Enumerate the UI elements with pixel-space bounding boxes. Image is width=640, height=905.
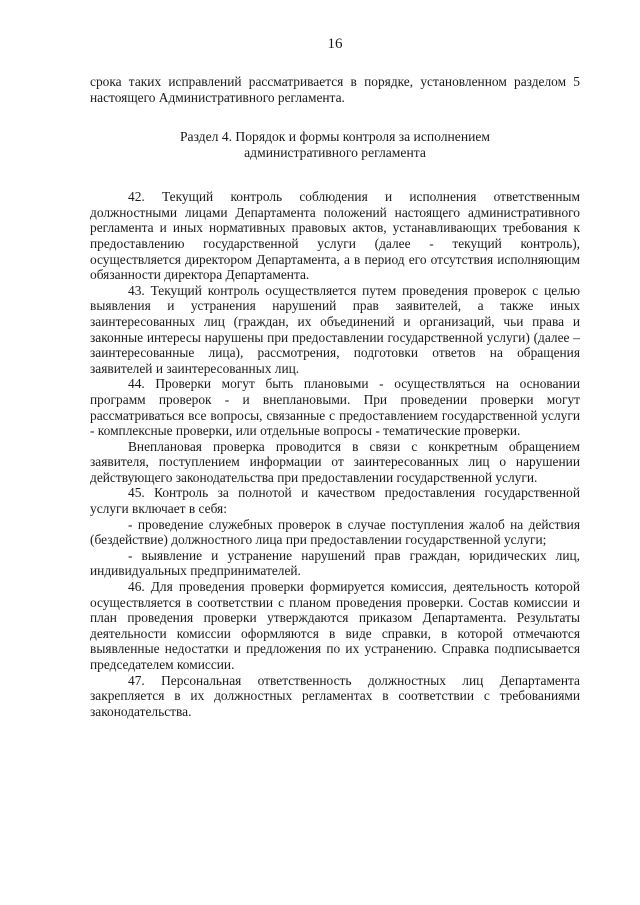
list-item-violations: - выявление и устранение нарушений прав граждан, юридических лиц, индивидуальных предпринимателей.	[90, 547, 580, 579]
section-title-line-2: административного регламента	[244, 145, 426, 161]
intro-paragraph: срока таких исправлений рассматривается в порядке, установленном разделом 5 настоящего Административного регламента.	[90, 74, 580, 105]
paragraph-unscheduled-check: Внеплановая проверка проводится в связи с конкретным обращением заявителя, поступлением информации от заинтересованных лиц о нарушении действующего законодательства при предоставлении государственной услуги.	[90, 438, 580, 485]
paragraph-44: 44. Проверки могут быть плановыми - осуществляться на основании программ проверок - и внеплановыми. При проведении проверки могут рассматриваться все вопросы, связанные с предоставлением государственной услуги - комплексные проверки, или отдельные вопросы - тематические проверки.	[90, 376, 580, 439]
paragraph-47: 47. Персональная ответственность должностных лиц Департамента закрепляется в их должностных регламентах в соответствии с требованиями законодательства.	[90, 672, 580, 719]
paragraph-45: 45. Контроль за полнотой и качеством предоставления государственной услуги включает в себя:	[90, 485, 580, 517]
section-title-line-1: Раздел 4. Порядок и формы контроля за исполнением	[179, 129, 491, 145]
section-title	[90, 129, 580, 161]
page-number: 16	[327, 36, 343, 52]
document-page	[90, 34, 580, 719]
paragraph-46: 46. Для проведения проверки формируется комиссия, деятельность которой осуществляется в соответствии с планом проведения проверки. Состав комиссии и план проведения проверки утверждаются приказом Департамента. Результаты деятельности комиссии оформляются в виде справки, в которой отмечаются выявленные недостатки и предложения по их устранению. Справка подписывается председателем комиссии.	[90, 579, 580, 672]
paragraph-42: 42. Текущий контроль соблюдения и исполнения ответственным должностными лицами Департамента положений настоящего административного регламента и иных нормативных правовых актов, устанавливающих требования к предоставлению государственной услуги (далее - текущий контроль), осуществляется директором Департамента, а в период его отсутствия исполняющим обязанности директора Департамента.	[90, 189, 580, 283]
paragraph-43: 43. Текущий контроль осуществляется путем проведения проверок с целью выявления и устранения нарушений прав заявителей, а также иных заинтересованных лиц (граждан, их объединений и организаций, чьи права и законные интересы нарушены при предоставлении государственной услуги) (далее – заинтересованные лица), рассмотрения, подготовки ответов на обращения заявителей и заинтересованных лиц.	[90, 282, 580, 376]
list-item-service-checks: - проведение служебных проверок в случае поступления жалоб на действия (бездействие) должностного лица при предоставлении государственной услуги;	[90, 516, 580, 548]
